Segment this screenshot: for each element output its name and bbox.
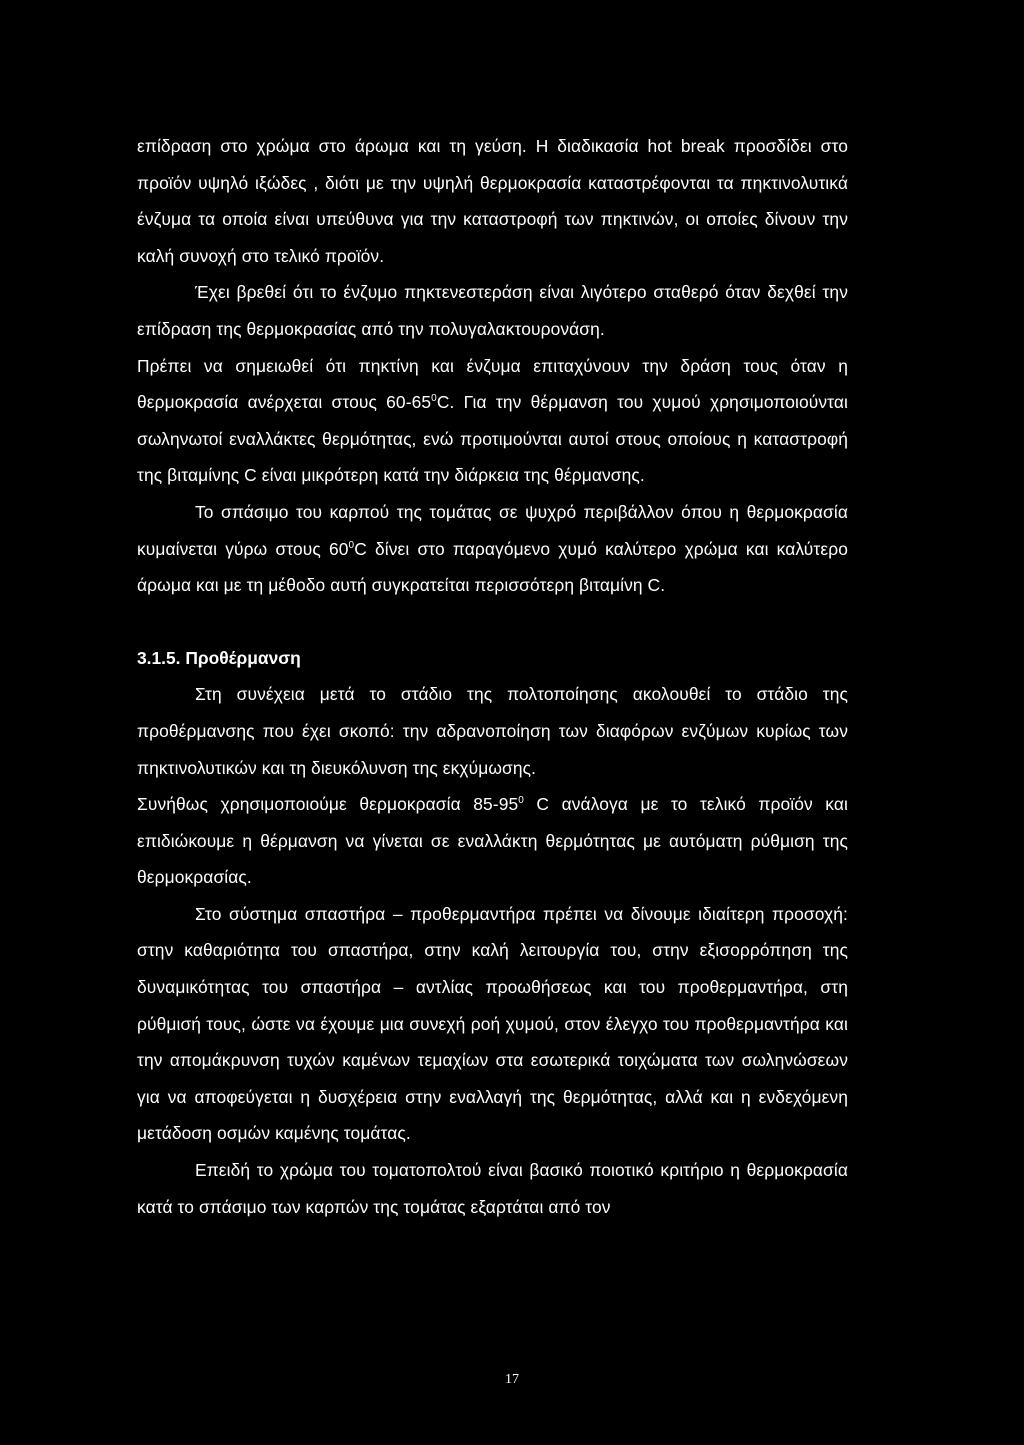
- paragraph-enzymes-temperature: [137, 348, 848, 494]
- paragraph-pectinesterase: Έχει βρεθεί ότι το ένζυμο πηκτενεστεράση είναι λιγότερο σταθερό όταν δεχθεί την επίδραση της θερμοκρασίας από την πολυγαλακτουρονάση.: [137, 282, 848, 339]
- section-heading: 3.1.5. Προθέρμανση: [137, 647, 301, 668]
- paragraph-text: Πρέπει να σημειωθεί ότι πηκτίνη και ένζυμα επιταχύνουν την δράση τους όταν η θερμοκρασία ανέρχεται στους 60-65: [137, 355, 848, 413]
- paragraph-color-quality: Επειδή το χρώμα του τοματοπολτού είναι βασικό ποιοτικό κριτήριο η θερμοκρασία κατά το σπάσιμο των καρπών της τομάτας εξαρτάται από τον: [137, 1160, 848, 1217]
- paragraph-text: C. Για την θέρμανση του χυμού χρησιμοποιούνται σωληνωτοί εναλλάκτες θερμότητας, ενώ προτιμούνται αυτοί στους οποίους η καταστροφή της βιταμίνης C είναι μικρότερη κατά την διάρκεια της θέρμανσης.: [137, 392, 849, 486]
- paragraph-text: C ανάλογα με το τελικό προϊόν και επιδιώκουμε η θέρμανση να γίνεται σε εναλλάκτη θερμότητας με αυτόματη ρύθμιση της θερμοκρασίας.: [137, 794, 848, 888]
- paragraph-preheating-temperature: [137, 786, 848, 896]
- paragraph-crusher-preheater: Στο σύστημα σπαστήρα – προθερμαντήρα πρέπει να δίνουμε ιδιαίτερη προσοχή: στην καθαριότητα του σπαστήρα, στην καλή λειτουργία του, στην εξισορρόπηση της δυναμικότητας του σπαστήρα – αντλίας προωθήσεως και του προθερμαντήρα, στη ρύθμισή τους, ώστε να έχουμε μια συνεχή ροή χυμού, στον έλεγχο του προθερμαντήρα και την απομάκρυνση τυχών καμένων τεμαχίων στα εσωτερικά τοιχώματα των σωληνώσεων για να αποφεύγεται η δυσχέρεια στην εναλλαγή της θερμότητας, αλλά και η ενδεχόμενη μετάδοση οσμών καμένης τομάτας.: [137, 903, 848, 1144]
- paragraph-text: Συνήθως χρησιμοποιούμε θερμοκρασία 85-95: [137, 794, 519, 815]
- paragraph-cold-break: [137, 494, 848, 604]
- page-number: 17: [505, 1372, 519, 1387]
- paragraph-text: Το σπάσιμο του καρπού της τομάτας σε ψυχρό περιβάλλον όπου η θερμοκρασία κυμαίνεται γύρω στους 60: [137, 501, 848, 559]
- degree-superscript: 0: [431, 393, 437, 405]
- paragraph-hot-break: επίδραση στο χρώμα στο άρωμα και τη γεύση. Η διαδικασία hot break προσδίδει στο προϊόν υψηλό ιξώδες , διότι με την υψηλή θερμοκρασία καταστρέφονται τα πηκτινολυτικά ένζυμα τα οποία είναι υπεύθυνα για την καταστροφή των πηκτινών, οι οποίες δίνουν την καλή συνοχή στο τελικό προϊόν.: [137, 136, 848, 266]
- paragraph-preheating-purpose: Στη συνέχεια μετά το στάδιο της πολτοποίησης ακολουθεί το στάδιο της προθέρμανσης που έχει σκοπό: την αδρανοποίηση των διαφόρων ενζύμων κυρίως των πηκτινολυτικών και τη διευκόλυνση της εκχύμωσης.: [137, 684, 848, 778]
- degree-superscript: 0: [348, 539, 355, 551]
- degree-superscript: 0: [518, 795, 524, 807]
- paragraph-text: C δίνει στο παραγόμενο χυμό καλύτερο χρώμα και καλύτερο άρωμα και με τη μέθοδο αυτή συγκρατείται περισσότερη βιταμίνη C.: [137, 538, 848, 596]
- document-body: [137, 128, 848, 1225]
